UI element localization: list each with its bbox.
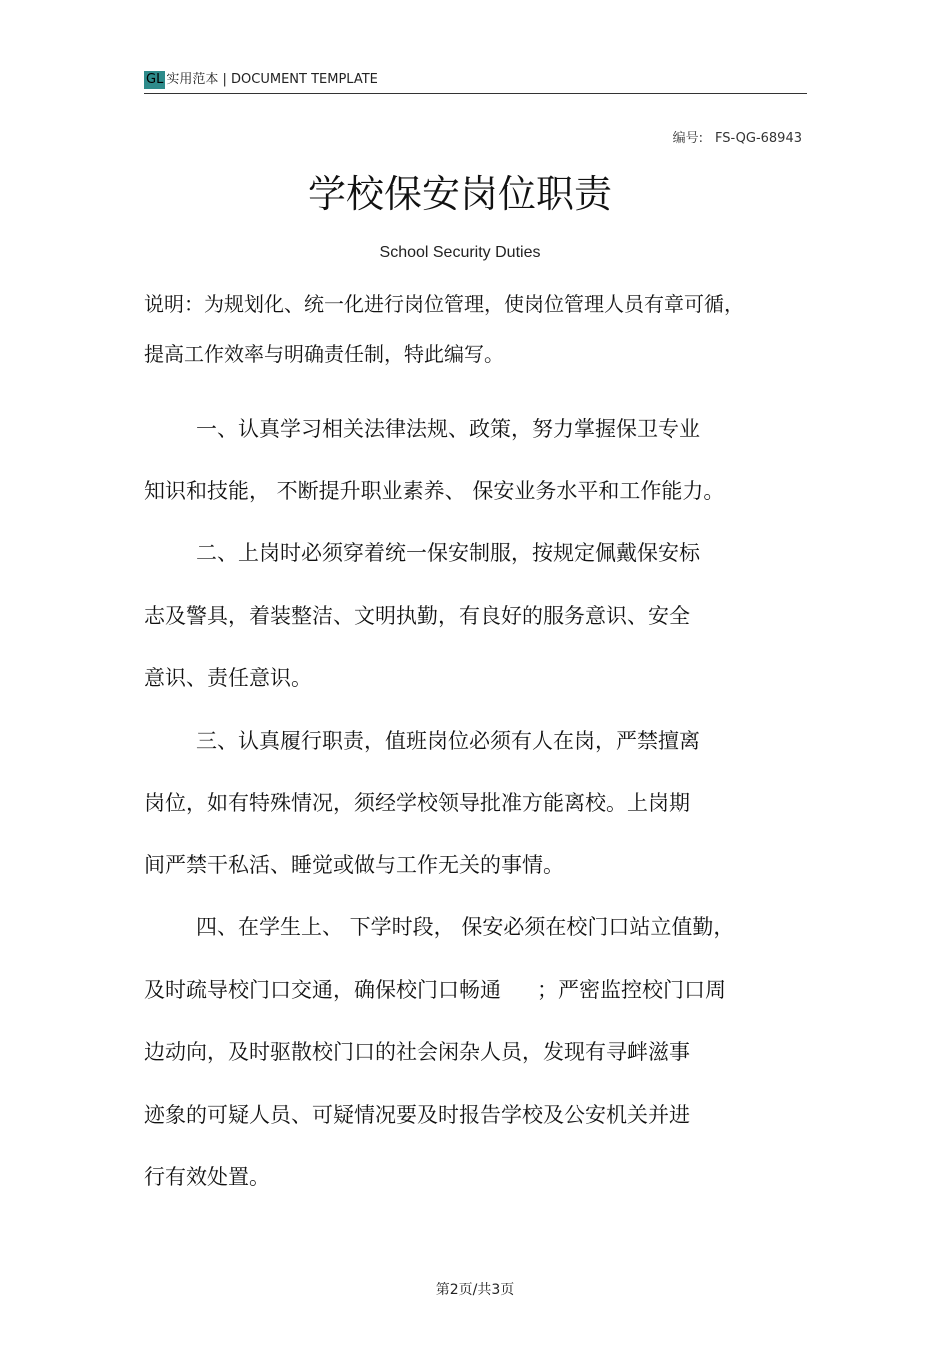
footer-total: 3 [491,1282,501,1298]
body-line [144,539,700,567]
body-line-text: 一、认真学习相关法律法规、政策，努力掌握保卫专业 [196,417,700,441]
body-line: 知识和技能， 不断提升职业素养、 保安业务水平和工作能力。 [144,479,725,503]
header-tagline: DOCUMENT TEMPLATE [231,72,378,87]
body-line: 行有效处置。 [144,1165,270,1189]
document-header [144,71,378,89]
intro-line-2: 提高工作效率与明确责任制，特此编写。 [144,342,504,366]
header-label: 实用范本 [166,72,219,87]
intro-line-1: 说明：为规划化、统一化进行岗位管理，使岗位管理人员有章可循， [144,292,744,316]
footer-suffix: 页 [500,1282,515,1298]
body-line-text: 三、认真履行职责，值班岗位必须有人在岗，严禁擅离 [196,729,700,753]
body-line-text: 及时疏导校门口交通，确保校门口畅通 [144,978,501,1002]
body-line: 志及警具，着装整洁、文明执勤，有良好的服务意识、安全 [144,604,690,628]
body-line: 意识、责任意识。 [144,666,312,690]
footer-page: 2 [449,1282,459,1298]
header-rule [144,93,807,94]
document-number-value: FS-QG-68943 [714,131,802,146]
body-line-text: 四、在学生上、 下学时段， 保安必须在校门口站立值勤， [196,915,735,939]
body-line-text: 二、上岗时必须穿着统一保安制服，按规定佩戴保安标 [196,541,700,565]
document-number [673,127,802,146]
body-line [144,976,726,1004]
page-subtitle: School Security Duties [379,244,541,261]
body-line [144,727,700,755]
header-badge: GL [146,72,164,87]
body-line [144,415,700,443]
body-line: 间严禁干私活、睡觉或做与工作无关的事情。 [144,853,564,877]
header-separator: | [222,72,227,87]
footer-mid: 页/共 [458,1282,492,1298]
document-number-label: 编号: [672,131,703,146]
body-line [144,913,734,941]
body-line: 边动向，及时驱散校门口的社会闲杂人员，发现有寻衅滋事 [144,1040,690,1064]
body-line: 迹象的可疑人员、可疑情况要及时报告学校及公安机关并进 [144,1103,690,1127]
footer-prefix: 第 [435,1282,450,1298]
body-line-text: ；严密监控校门口周 [537,978,726,1002]
page-footer [0,1279,950,1299]
page-title: 学校保安岗位职责 [307,172,612,216]
body-line: 岗位，如有特殊情况，须经学校领导批准方能离校。上岗期 [144,791,690,815]
